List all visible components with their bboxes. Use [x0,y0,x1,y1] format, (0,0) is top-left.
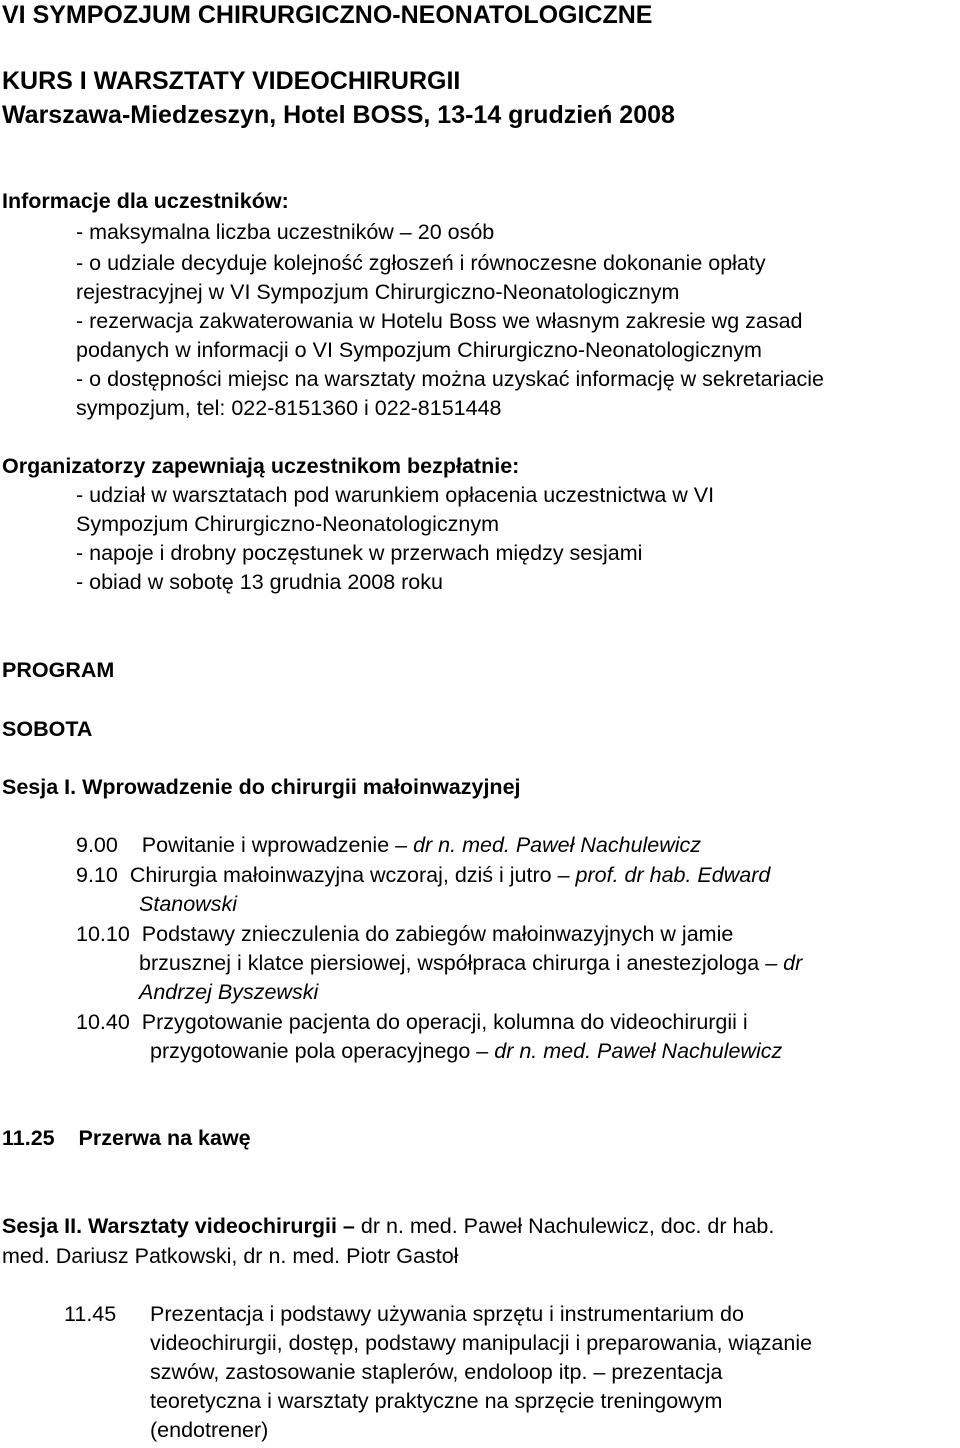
session2-item-line: videochirurgii, dostęp, podstawy manipulacji i preparowania, wiązanie [150,1331,813,1355]
item-time: 10.10 [76,922,130,946]
info-line: rejestracyjnej w VI Sympozjum Chirurgiczno-Neonatologicznym [76,280,680,304]
session2-header [2,1213,774,1239]
organizers-heading: Organizatorzy zapewniają uczestnikom bezpłatnie: [2,454,520,478]
info-line: sympozjum, tel: 022-8151360 i 022-8151448 [76,396,502,420]
session1-title: Sesja I. Wprowadzenie do chirurgii małoinwazyjnej [2,775,521,799]
item-text: Przygotowanie pacjenta do operacji, kolumna do videochirurgii i [141,1010,748,1034]
item-speaker: dr [783,951,803,975]
info-line: - maksymalna liczba uczestników – 20 osób [76,220,495,244]
program-heading: PROGRAM [2,658,115,682]
event-location: Warszawa-Miedzeszyn, Hotel BOSS, 13-14 grudzień 2008 [2,101,675,129]
item-text-cont: przygotowanie pola operacyjnego – [150,1039,489,1063]
session2-item-time: 11.45 [64,1302,117,1326]
item-text: Chirurgia małoinwazyjna wczoraj, dziś i jutro – [129,863,570,887]
page-subtitle: KURS I WARSZTATY VIDEOCHIRURGII [2,67,461,95]
session2-item-line: teoretyczna i warsztaty praktyczne na sprzęcie treningowym [150,1389,723,1413]
item-time: 9.00 [76,833,118,857]
organizers-line: - napoje i drobny poczęstunek w przerwach między sesjami [76,541,643,565]
organizers-line: - udział w warsztatach pod warunkiem opłacenia uczestnictwa w VI [76,483,715,507]
program-item [76,862,770,888]
break-label: Przerwa na kawę [78,1126,251,1150]
session2-leaders: dr n. med. Paweł Nachulewicz, doc. dr hab. [360,1214,775,1238]
item-speaker-cont: Andrzej Byszewski [139,980,319,1004]
program-item [76,832,701,858]
day-heading: SOBOTA [2,717,93,741]
program-item [76,921,733,947]
item-time: 10.40 [76,1010,130,1034]
coffee-break [2,1125,251,1151]
break-time: 11.25 [2,1126,55,1150]
item-speaker: dr n. med. Paweł Nachulewicz [494,1039,783,1063]
session2-title: Sesja II. Warsztaty videochirurgii – [2,1214,355,1238]
item-speaker: prof. dr hab. Edward [575,863,771,887]
item-speaker: dr n. med. Paweł Nachulewicz [413,833,702,857]
info-heading: Informacje dla uczestników: [2,189,289,213]
page-title: VI SYMPOZJUM CHIRURGICZNO-NEONATOLOGICZNE [2,1,653,29]
program-item-cont [139,950,802,976]
organizers-line: Sympozjum Chirurgiczno-Neonatologicznym [76,512,499,536]
organizers-line: - obiad w sobotę 13 grudnia 2008 roku [76,570,443,594]
session2-item-line: (endotrener) [150,1418,269,1442]
info-line: - o dostępności miejsc na warsztaty można uzyskać informację w sekretariacie [76,367,825,391]
session2-item-line: szwów, zastosowanie staplerów, endoloop itp. – prezentacja [150,1360,723,1384]
program-item [76,1009,748,1035]
info-line: - o udziale decyduje kolejność zgłoszeń i równoczesne dokonanie opłaty [76,251,766,275]
info-line: podanych w informacji o VI Sympozjum Chirurgiczno-Neonatologicznym [76,338,762,362]
program-item-cont [150,1038,782,1064]
session2-item-line: Prezentacja i podstawy używania sprzętu i instrumentarium do [150,1302,744,1326]
item-speaker-cont: Stanowski [139,892,237,916]
item-text: Podstawy znieczulenia do zabiegów małoinwazyjnych w jamie [141,922,734,946]
item-text-cont: brzusznej i klatce piersiowej, współpraca chirurga i anestezjologa – [139,951,778,975]
session2-leaders-cont: med. Dariusz Patkowski, dr n. med. Piotr Gastoł [2,1244,459,1268]
item-time: 9.10 [76,863,118,887]
info-line: - rezerwacja zakwaterowania w Hotelu Boss we własnym zakresie wg zasad [76,309,803,333]
item-text: Powitanie i wprowadzenie – [141,833,408,857]
